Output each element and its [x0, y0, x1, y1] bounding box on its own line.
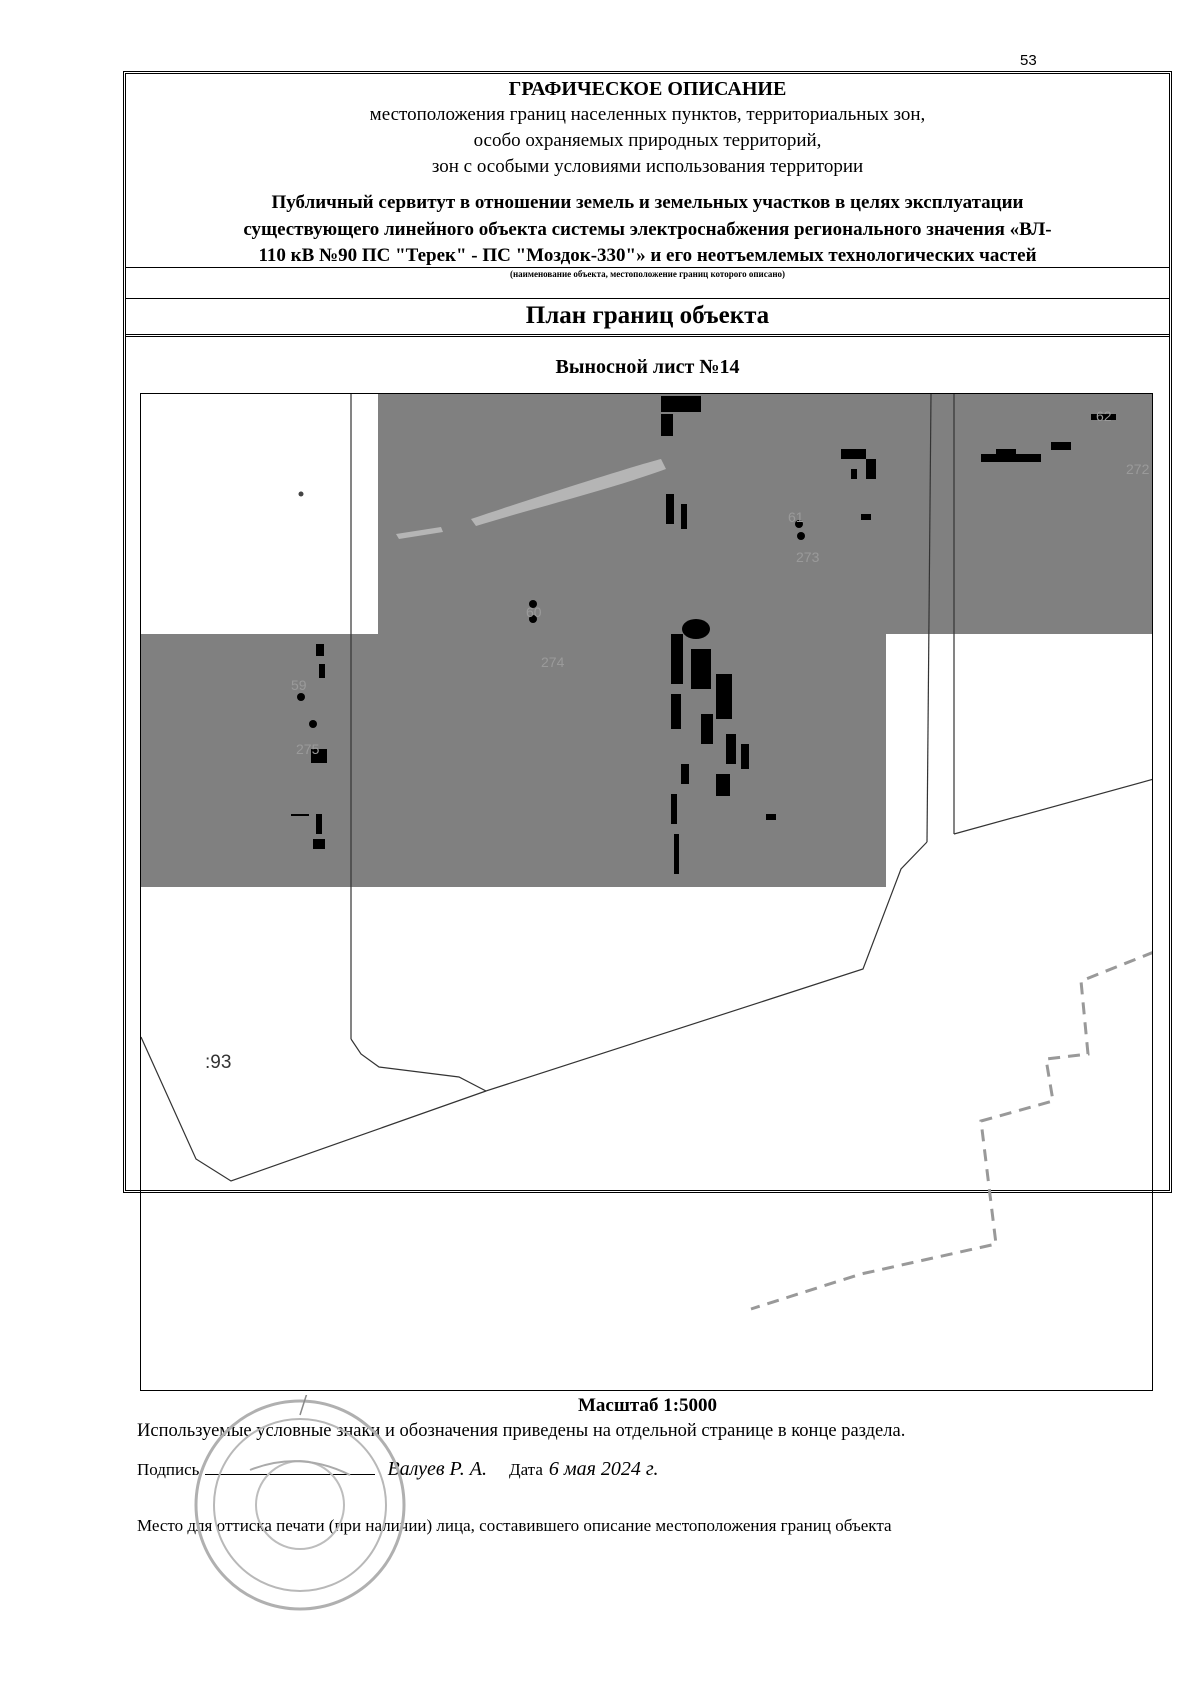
- boundary-point: [797, 532, 805, 540]
- description-line-2: особо охраняемых природных территорий,: [473, 130, 822, 151]
- map-frame: [140, 393, 1153, 1391]
- object-name-line-1: Публичный сервитут в отношении земель и земельных участков в целях эксплуатации: [271, 192, 1024, 213]
- boundary-point: [297, 693, 305, 701]
- signer-name: Валуев Р. А.: [387, 1458, 487, 1480]
- legend-note: Используемые условные знаки и обозначения приведены на отдельной странице в конце раздела.: [137, 1421, 906, 1441]
- plan-title: План границ объекта: [525, 302, 770, 329]
- point-label: 273: [796, 549, 820, 565]
- boundary-map: [141, 394, 1153, 1391]
- header-separator: [126, 267, 1169, 268]
- parcel-label: :93: [205, 1052, 232, 1073]
- document-title: ГРАФИЧЕСКОЕ ОПИСАНИЕ: [508, 78, 787, 100]
- seal-note: Место для оттиска печати (при наличии) лица, составившего описание местоположения границ объекта: [137, 1516, 892, 1535]
- object-caption: (наименование объекта, местоположение границ которого описано): [509, 269, 786, 279]
- caption-separator: [126, 298, 1169, 299]
- right-parcel-boundary: [954, 779, 1153, 834]
- object-name-line-3: 110 кВ №90 ПС "Терек" - ПС "Моздок-330"» и его неотъемлемых технологических частей: [258, 245, 1037, 266]
- page-number: 53: [1020, 52, 1037, 69]
- object-name-line-2: существующего линейного объекта системы электроснабжения регионального значения «ВЛ-: [243, 219, 1052, 240]
- description-line-1: местоположения границ населенных пунктов, территориальных зон,: [369, 104, 926, 125]
- point-label: 61: [788, 509, 804, 525]
- signature-label: Подпись: [137, 1460, 200, 1479]
- stamp-seal: [190, 1395, 410, 1615]
- small-marker: [299, 492, 304, 497]
- date-value: 6 мая 2024 г.: [548, 1458, 659, 1480]
- date-label: Дата: [508, 1460, 543, 1479]
- point-label: 62: [1096, 408, 1112, 424]
- point-label: 60: [526, 604, 542, 620]
- parcel-93-boundary: [141, 1037, 486, 1181]
- map-scale: Масштаб 1:5000: [577, 1395, 718, 1416]
- point-label: 275: [296, 741, 320, 757]
- point-label: 272: [1126, 461, 1150, 477]
- sheet-title: Выносной лист №14: [555, 356, 740, 378]
- dashed-boundary: [751, 952, 1153, 1309]
- point-label: 274: [541, 654, 565, 670]
- description-line-3: зон с особыми условиями использования территории: [431, 156, 864, 177]
- boundary-point: [309, 720, 317, 728]
- point-label: 59: [291, 677, 307, 693]
